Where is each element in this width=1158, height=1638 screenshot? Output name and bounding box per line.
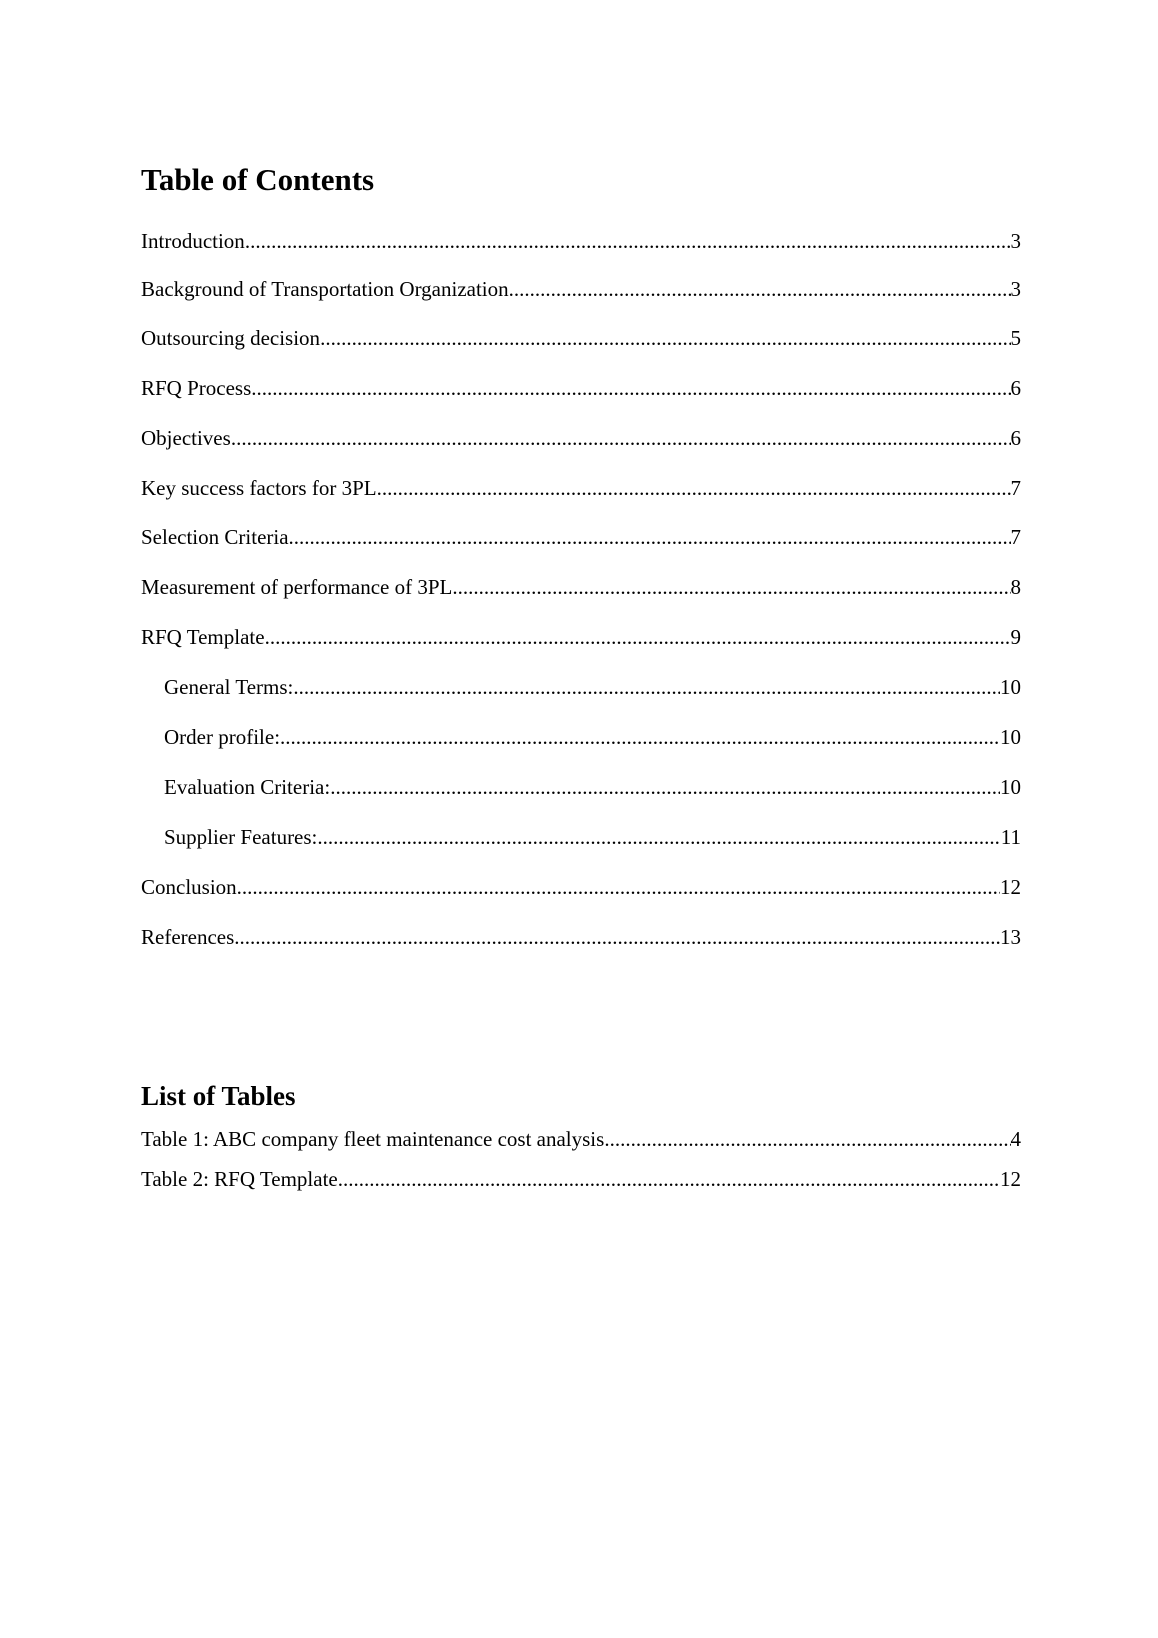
- list-of-tables-heading: List of Tables: [141, 1081, 296, 1111]
- toc-entry-page: 11: [1000, 825, 1021, 849]
- dot-leader: [377, 473, 1011, 503]
- dot-leader: [509, 274, 1011, 304]
- table-list-entry-title: Table 1: ABC company fleet maintenance cost analysis: [141, 1127, 605, 1151]
- table-list-entry-2[interactable]: [141, 1164, 1021, 1194]
- toc-entry-title: General Terms:: [164, 675, 294, 699]
- toc-entry-key-success-factors[interactable]: [141, 473, 1021, 503]
- toc-entry-title: Outsourcing decision: [141, 326, 321, 350]
- dot-leader: [265, 622, 1011, 652]
- toc-heading: Table of Contents: [141, 162, 375, 197]
- toc-subentry-order-profile[interactable]: [164, 722, 1021, 752]
- toc-entry-conclusion[interactable]: [141, 872, 1021, 902]
- table-list-entry-page: 12: [1000, 1167, 1021, 1191]
- toc-entry-title: Measurement of performance of 3PL: [141, 575, 453, 599]
- toc-entry-title: Introduction: [141, 229, 245, 253]
- toc-entry-title: RFQ Template: [141, 625, 265, 649]
- toc-subentry-supplier-features[interactable]: [164, 822, 1021, 852]
- toc-entry-rfq-template[interactable]: [141, 622, 1021, 652]
- dot-leader: [237, 872, 1000, 902]
- table-list-entry-1[interactable]: [141, 1124, 1021, 1154]
- dot-leader: [280, 722, 1000, 752]
- toc-entry-selection-criteria[interactable]: [141, 522, 1021, 552]
- toc-entry-page: 6: [1010, 376, 1021, 400]
- toc-entry-page: 6: [1010, 426, 1021, 450]
- dot-leader: [604, 1124, 1010, 1154]
- dot-leader: [231, 423, 1011, 453]
- toc-entry-title: Selection Criteria: [141, 525, 289, 549]
- toc-entry-page: 10: [1000, 675, 1021, 699]
- toc-entry-title: Objectives: [141, 426, 231, 450]
- toc-entry-page: 8: [1010, 575, 1021, 599]
- toc-entry-rfq-process[interactable]: [141, 373, 1021, 403]
- dot-leader: [245, 226, 1011, 256]
- toc-entry-page: 3: [1010, 229, 1021, 253]
- toc-entry-title: Conclusion: [141, 875, 237, 899]
- table-list-entry-title: Table 2: RFQ Template: [141, 1167, 338, 1191]
- toc-subentry-general-terms[interactable]: [164, 672, 1021, 702]
- toc-entry-page: 7: [1010, 525, 1021, 549]
- toc-entry-page: 10: [1000, 775, 1021, 799]
- toc-entry-introduction[interactable]: [141, 226, 1021, 256]
- dot-leader: [330, 772, 1000, 802]
- toc-entry-background[interactable]: [141, 274, 1021, 304]
- toc-entry-title: Evaluation Criteria:: [164, 775, 331, 799]
- dot-leader: [293, 672, 1000, 702]
- toc-entry-page: 7: [1010, 476, 1021, 500]
- toc-entry-measurement-of-performance[interactable]: [141, 572, 1021, 602]
- toc-entry-page: 3: [1010, 277, 1021, 301]
- toc-entry-page: 5: [1010, 326, 1021, 350]
- dot-leader: [338, 1164, 1000, 1194]
- dot-leader: [234, 922, 1000, 952]
- toc-entry-page: 12: [1000, 875, 1021, 899]
- toc-entry-outsourcing-decision[interactable]: [141, 323, 1021, 353]
- toc-entry-title: RFQ Process: [141, 376, 252, 400]
- toc-entry-page: 10: [1000, 725, 1021, 749]
- toc-entry-title: Order profile:: [164, 725, 281, 749]
- dot-leader: [289, 522, 1011, 552]
- toc-entry-title: Key success factors for 3PL: [141, 476, 377, 500]
- toc-subentry-evaluation-criteria[interactable]: [164, 772, 1021, 802]
- dot-leader: [320, 323, 1010, 353]
- toc-entry-objectives[interactable]: [141, 423, 1021, 453]
- toc-entry-page: 9: [1010, 625, 1021, 649]
- dot-leader: [317, 822, 1000, 852]
- toc-entry-references[interactable]: [141, 922, 1021, 952]
- toc-entry-title: Background of Transportation Organization: [141, 277, 509, 301]
- toc-entry-page: 13: [1000, 925, 1021, 949]
- toc-entry-title: References: [141, 925, 235, 949]
- dot-leader: [251, 373, 1010, 403]
- toc-entry-title: Supplier Features:: [164, 825, 318, 849]
- table-list-entry-page: 4: [1010, 1127, 1021, 1151]
- dot-leader: [452, 572, 1010, 602]
